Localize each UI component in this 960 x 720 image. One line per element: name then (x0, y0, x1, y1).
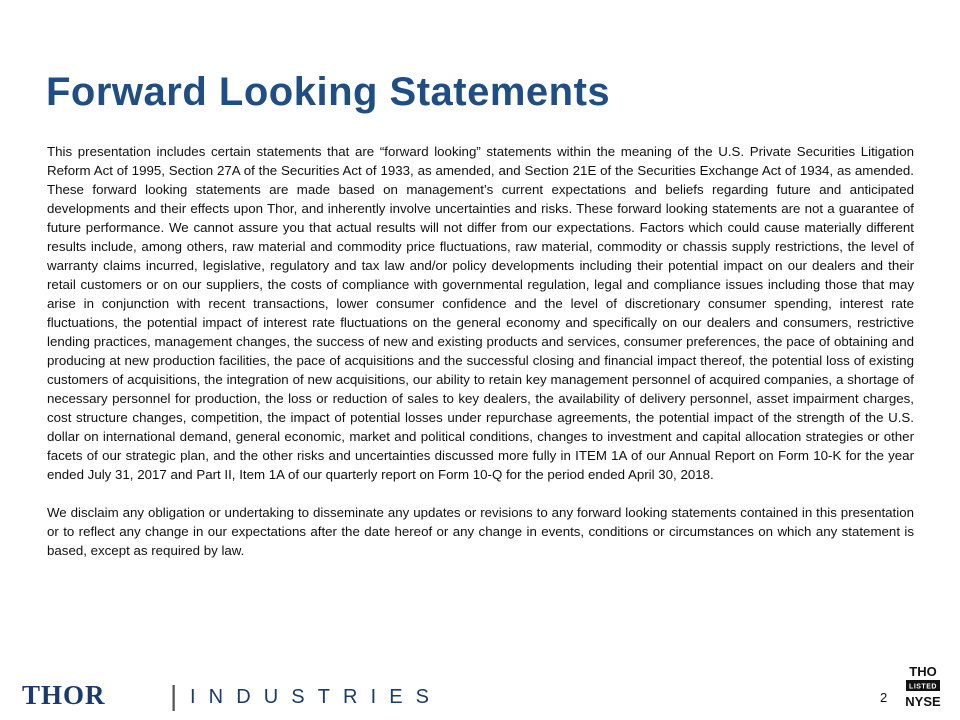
badge-listed-text: LISTED (909, 683, 937, 691)
badge-exchange: NYSE (905, 694, 941, 709)
badge-ticker: THO (909, 664, 937, 679)
nyse-badge-icon (903, 663, 943, 713)
nyse-listed-badge (903, 663, 943, 713)
statement-paragraph-1: This presentation includes certain statements that are “forward looking” statements within the meaning of the U.S. Private Securities Litigation Reform Act of 1995, Section 27A of the Securities Act of 1933, as amended, and Section 21E of the Securities Exchange Act of 1934, as amended. These forward looking statements are made based on management’s current expectations and beliefs regarding future and anticipated developments and their effects upon Thor, and inherently involve uncertainties and risks. These forward looking statements are not a guarantee of future performance. We cannot assure you that actual results will not differ from our expectations. Factors which could cause materially different results include, among others, raw material and commodity price fluctuations, raw material, commodity or chassis supply restrictions, the level of warranty claims incurred, legislative, regulatory and tax law and/or policy developments including their potential impact on our dealers and their retail customers or on our suppliers, the costs of compliance with governmental regulation, legal and compliance issues including those that may arise in conjunction with recent transactions, lower consumer confidence and the level of discretionary consumer spending, interest rate fluctuations, the potential impact of interest rate fluctuations on the general economy and specifically on our dealers and consumers, restrictive lending practices, management changes, the success of new and existing products and services, consumer preferences, the pace of obtaining and producing at new production facilities, the pace of acquisitions and the successful closing and financial impact thereof, the potential loss of existing customers of acquisitions, the integration of new acquisitions, our ability to retain key management personnel of acquired companies, a shortage of necessary personnel for production, the loss or reduction of sales to key dealers, the availability of delivery personnel, asset impairment charges, cost structure changes, competition, the impact of potential losses under repurchase agreements, the potential impact of the strength of the U.S. dollar on international demand, general economic, market and political conditions, changes to investment and capital allocation strategies or other facets of our strategic plan, and the other risks and uncertainties discussed more fully in ITEM 1A of our Annual Report on Form 10-K for the year ended July 31, 2017 and Part II, Item 1A of our quarterly report on Form 10-Q for the period ended April 30, 2018. (47, 144, 914, 482)
logo-brand-text: THOR (22, 680, 106, 710)
page-number: 2 (880, 690, 888, 705)
thor-industries-logo-icon (22, 680, 442, 712)
thor-industries-logo (22, 680, 442, 712)
logo-suffix-text: INDUSTRIES (190, 686, 434, 708)
logo-divider: | (170, 680, 178, 711)
statement-paragraph-2: We disclaim any obligation or undertaking to disseminate any updates or revisions to any forward looking statements contained in this presentation or to reflect any change in our expectations after the date hereof or any change in events, conditions or circumstances on which any statement is based, except as required by law. (47, 505, 914, 558)
statement-body (47, 142, 914, 560)
page-title: Forward Looking Statements (46, 70, 611, 114)
